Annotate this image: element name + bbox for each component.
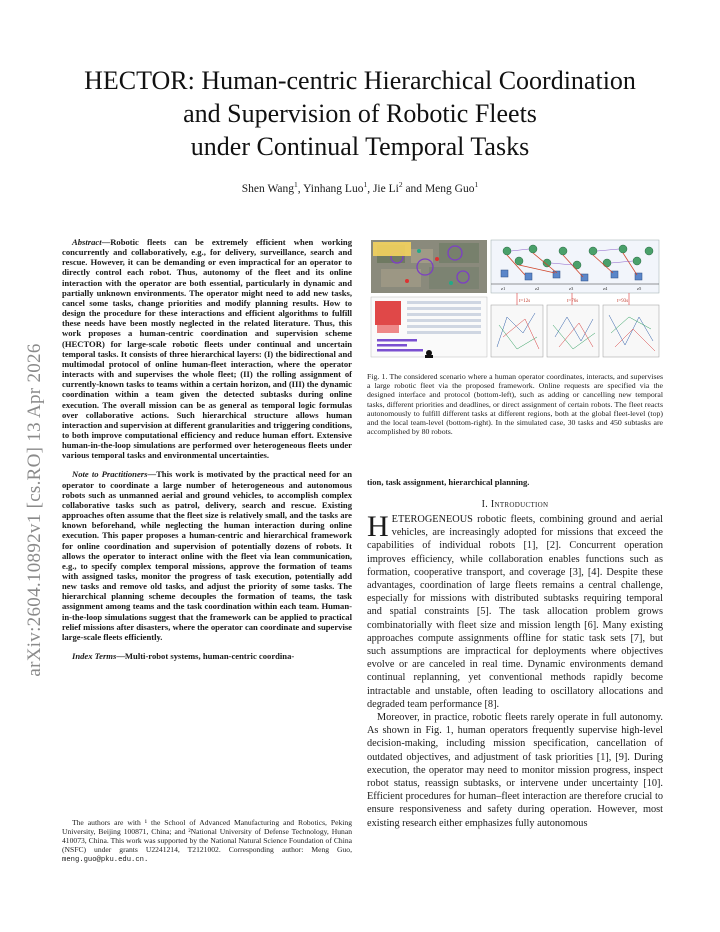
- team-label: z5: [637, 286, 642, 291]
- index-terms-text: Multi-robot systems, human-centric coordina-: [124, 651, 295, 662]
- index-terms-label: Index Terms: [72, 651, 117, 662]
- practitioners-label: Note to Practitioners: [72, 469, 148, 480]
- title-line: and Supervision of Robotic Fleets: [183, 99, 537, 128]
- author-name: Yinhang Luo: [303, 182, 364, 195]
- time-label: t=12s: [519, 299, 531, 304]
- author-footnote: [62, 818, 352, 865]
- team-label: z4: [603, 286, 608, 291]
- intro-paragraph: [367, 510, 663, 711]
- introduction-body: [367, 510, 663, 830]
- author-separator: ,: [297, 182, 304, 195]
- interface-panel: [371, 297, 487, 358]
- left-column: [62, 237, 352, 670]
- arxiv-id: arXiv:2604.10892v1 [cs.RO] 13 Apr 2026: [24, 343, 45, 677]
- intro-paragraph: Moreover, in practice, robotic fleets rarely operate in full autonomy. As shown in Fig. 1, human operators frequently supervise high-level decision-making, including mission specification, cancellation of outdated objectives, and adjustment of task priorities [1], [9]. During execution, the operator may need to monitor mission progress, inspect robot status, reassign subtasks, or intervene under uncertainty [10]. Efficient procedures for human–fleet interaction are therefore crucial to ensure responsiveness and safety during operation. However, most existing research either emphasizes fully autonomous: [367, 712, 663, 829]
- corresponding-email[interactable]: meng.guo@pku.edu.cn.: [62, 856, 149, 865]
- time-label: t=76s: [567, 299, 579, 304]
- team-snapshots-panel: [491, 293, 659, 357]
- figure-caption: Fig. 1. The considered scenario where a human operator coordinates, interacts, and supervises a large robotic fleet via the proposed framework. Online requests are specified via the designed interface and protocol (bottom-left), such as adding or cancelling new temporal tasks, different priorities and deadlines, or direct assignment of certain robots. The fleet reacts autonomously to fulfill different tasks at different regions, both at the global fleet-level (top) and the local team-level (bottom-right). In the simulated case, 30 tasks and 450 subtasks are accomplished by 80 robots.: [367, 372, 663, 437]
- affiliation-mark: 1: [294, 180, 298, 189]
- team-label: z3: [569, 286, 574, 291]
- aerial-map-panel: [371, 240, 487, 293]
- paper-title: [60, 64, 660, 163]
- intro-lead: ETEROGENEOUS: [391, 514, 473, 525]
- title-line: under Continual Temporal Tasks: [190, 132, 530, 161]
- abstract: Abstract—Robotic fleets can be extremely efficient when working concurrently and collaboratively, e.g., for delivery, surveillance, search and rescue. However, it can be demanding or even impractical for an operator to directly control each robot. Thus, autonomy of the fleet and its online interaction with the operator are both essential, particularly in dynamic and partially unknown environments. The operator might need to add new tasks, cancel some tasks, change priorities and modify planning results. How to design the procedure for these interactions and efficient algorithms to fulfill these needs have been mostly neglected in the related literature. Thus, this work proposes a human-centric coordination and supervision scheme (HECTOR) for large-scale robotic fleets under continual and uncertain temporal tasks. It consists of three hierarchical layers: (I) the bidirectional and multimodal protocol of online human-fleet interaction, where the operator interacts with and supervises the whole fleet; (II) the rolling assignment of currently-known tasks to teams within a certain horizon, and (III) the dynamic coordination within a team given the detected subtasks during online execution. The overall mission can be as general as temporal logic formulas over collaborative actions. Such hierarchical structure allows human interaction and supervision at different granularities and triggering conditions, to both improve computational efficiency and reduce human effort. Extensive human-in-the-loop simulations are performed over heterogeneous fleets under various temporal tasks and environmental uncertainties.: [62, 237, 352, 461]
- team-label: z2: [535, 286, 540, 291]
- time-label: t=93s: [617, 299, 629, 304]
- team-label: z1: [501, 286, 506, 291]
- task-graph-panel: [491, 240, 659, 293]
- index-terms: Index Terms—Multi-robot systems, human-centric coordina-: [72, 651, 295, 662]
- section-heading: [367, 499, 663, 510]
- figure-1: [367, 237, 663, 364]
- footnote-text: The authors are with ¹ the School of Advanced Manufacturing and Robotics, Peking University, Beijing 100871, China; and ²National University of Defense Technology, Hunan 410073, China. This work was supported by the National Natural Science Foundation of China (NSFC) under grants U2241214, T2121002. Corresponding author: Meng Guo,: [62, 818, 352, 855]
- section-number: I.: [481, 499, 489, 510]
- author-list: [60, 180, 660, 195]
- practitioners-text: This work is motivated by the practical need for an operator to coordinate a large number of heterogeneous and autonomous robots such as unmanned aerial and ground vehicles, to accomplish complex collaborative tasks such as patrol, delivery, search and rescue. Existing approaches often assume that the fleet size is relatively small, and the tasks are known beforehand, while neglecting the human interaction during online execution. This paper proposes a human-centric and hierarchical framework for online coordination and supervision of potentially dozens of robots. It allows the operator to interact online with the fleet via lean communication, e.g., to specify complex temporal missions, approve the formation of teams with assigned tasks, monitor the progress of task execution, potentially add new tasks and remove old tasks, and adjust the priority of some tasks. The hierarchical planning scheme decouples the formation of teams, the task assignment among teams and the task coordination within each team. Human-in-the-loop simulations suggest that the framework can be applied to practical relief missions after disasters, where the operator can coordinate and supervise large-scale fleets efficiently.: [62, 469, 352, 642]
- abstract-label: Abstract: [72, 237, 102, 247]
- author-separator: and: [402, 182, 425, 195]
- author-name: Shen Wang: [241, 182, 294, 195]
- affiliation-mark: 1: [474, 180, 479, 189]
- arxiv-sidebar: [22, 300, 48, 720]
- index-terms-continued: tion, task assignment, hierarchical planning.: [367, 477, 530, 487]
- affiliation-mark: 1: [363, 180, 368, 189]
- note-to-practitioners: Note to Practitioners—This work is motivated by the practical need for an operator to coordinate a large number of heterogeneous and autonomous robots such as unmanned aerial and ground vehicles, to accomplish complex collaborative tasks such as patrol, delivery, search and rescue. Existing approaches often assume that the fleet size is relatively small, and the tasks are known beforehand, while neglecting the human interaction during online execution. This paper proposes a human-centric and hierarchical framework for online coordination and supervision of potentially dozens of robots. It allows the operator to interact online with the fleet via lean communication, e.g., to specify complex temporal missions, approve the formation of teams with assigned tasks, monitor the progress of task execution, potentially add new tasks and remove old tasks, and adjust the priority of some tasks. The hierarchical planning scheme decouples the formation of teams, the task assignment among teams and the task coordination within each team. Human-in-the-loop simulations suggest that the framework can be applied to practical relief missions after disasters, where the operator can coordinate and supervise large-scale fleets efficiently.: [62, 469, 352, 642]
- drop-cap: H: [367, 510, 389, 543]
- affiliation-mark: 2: [398, 180, 403, 189]
- abstract-text: Robotic fleets can be extremely efficient when working concurrently and collaboratively, e.g., for delivery, surveillance, search and rescue. However, it can be demanding or even impractical for an operator to directly control each robot. Thus, autonomy of the fleet and its online interaction with the operator are both essential, particularly in dynamic and partially unknown environments. The operator might need to add new tasks, cancel some tasks, change priorities and modify planning results. How to design the procedure for these interactions and efficient algorithms to fulfill these needs have been mostly neglected in the related literature. Thus, this work proposes a human-centric coordination and supervision scheme (HECTOR) for large-scale robotic fleets under continual and uncertain temporal tasks. It consists of three hierarchical layers: (I) the bidirectional and multimodal protocol of online human-fleet interaction, where the operator interacts with and supervises the whole fleet; (II) the rolling assignment of currently-known tasks to teams within a certain horizon, and (III) the dynamic coordination within a team given the detected subtasks during online execution. The overall mission can be as general as temporal logic formulas over collaborative actions. Such hierarchical structure allows human interaction and supervision at different granularities and triggering conditions, to both improve computational efficiency and reduce human effort. Extensive human-in-the-loop simulations are performed over heterogeneous fleets under various temporal tasks and environmental uncertainties.: [62, 237, 352, 461]
- intro-text: robotic fleets, combining ground and aerial vehicles, are increasingly adopted for missions that exceed the capabilities of individual robots [1], [2]. Concurrent operation improves efficiency, while collaboration enables functions such as formation, cooperative transport, and coverage [3], [4]. Despite these advantages, coordination of large fleets remains a central challenge, especially for missions with distributed subtasks requiring temporal and spatial constraints [5]. The task allocation problem grows combinatorially with fleet size and mission length [6]. Many existing approaches compute assignments offline for static task sets [7], but such assumptions are impractical for deployments where objectives evolve or are canceled in real time. Dynamic environments demand continual replanning, yet conventional methods rapidly become intractable and unstable, often leading to oscillatory allocations and degraded team performance [8].: [367, 514, 663, 710]
- title-line: HECTOR: Human-centric Hierarchical Coordination: [84, 66, 636, 95]
- section-title: Introduction: [490, 499, 549, 510]
- author-separator: ,: [367, 182, 373, 195]
- author-name: Jie Li: [372, 182, 399, 195]
- author-name: Meng Guo: [424, 182, 475, 195]
